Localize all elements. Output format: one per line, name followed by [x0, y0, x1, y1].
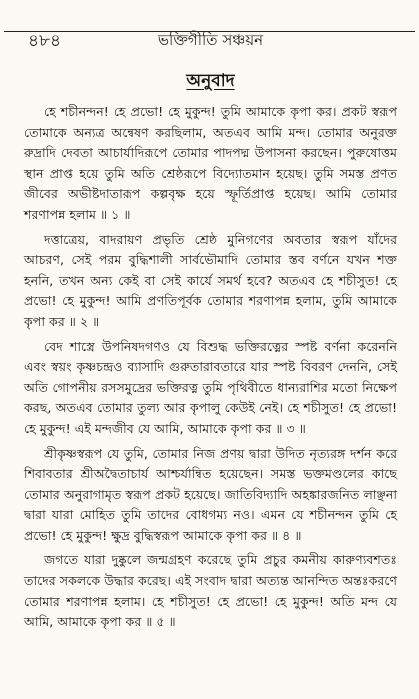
section-heading [24, 68, 397, 96]
paragraph-4: শ্রীকৃষ্ণস্বরূপ যে তুমি, তোমার নিজ প্রণয় দ্বারা উদিত নৃত্যরঙ্গ দর্শন করে শিবাবতার শ্রীঅদ্বৈতাচার্য আশ্চর্যান্বিত হয়েছেন। সমস্ত ভক্তমণ্ডলের কাছে তোমার অনুরাগামৃত স্বরূপ প্রকট হয়েছে। জাতিবিদ্যাদি অহঙ্কারজনিত লাঞ্ছনা দ্বারা যারা মোহিত তুমি তাদের বোধগম্য নও। এমন যে শচীনন্দন তুমি হে প্রভো! হে মুকুন্দ! ক্ষুদ্র বুদ্ধিস্বরূপ আমাকে কৃপা কর ॥ ৪ ॥ [24, 445, 397, 543]
header-rule [4, 31, 415, 32]
page-number: ৪৮৪ [28, 31, 62, 51]
translation-body [24, 102, 397, 633]
running-head: ভক্তিগীতি সঞ্চয়ন [157, 31, 264, 49]
paragraph-2: দত্তাত্রেয়, বাদরায়ণ প্রভৃতি শ্রেষ্ঠ মুনিগণের অবতার স্বরূপ যাঁদের আচরণ, সেই পরম বুদ্ধিশালী সার্বভৌমাদি তোমার স্তব বর্ণনে যখন শক্ত হননি, তখন অন্য কেই বা সেই কার্যে সমর্থ হবে? অতএব হে শচীসুত! হে প্রভো! হে মুকুন্দ! আমি প্রণতিপূর্বক তোমার শরণাপন্ন হলাম, তুমি আমাকে কৃপা কর ॥ ২ ॥ [24, 231, 397, 329]
paragraph-3: বেদ শাস্ত্রে উপনিষদগণও যে বিশুদ্ধ ভক্তিরত্নের স্পষ্ট বর্ণনা করেননি এবং স্বয়ং কৃষ্ণচন্দ্রও ব্যাসাদি গুরুতারাবতারে যার স্পষ্ট বিবরণ দেননি, সেই অতি গোপনীয় রসসমুদ্রের ভক্তিরত্ন তুমি পৃথিবীতে ধান্যরাশির মতো নিক্ষেপ করছ, অতএব তোমার তুল্য আর কৃপালু কেউই নেই। হে শচীসুত! হে প্রভো! হে মুকুন্দ! এই মন্দজীব যে আমি, আমাকে কৃপা কর ॥ ৩ ॥ [24, 338, 397, 436]
paragraph-5: জগতে যারা দুষ্কুলে জন্মগ্রহণ করেছে তুমি প্রচুর কমনীয় কারুণ্যবশতঃ তাদের সকলকে উদ্ধার করেছ। এই সংবাদ দ্বারা অত্যন্ত আনন্দিত অন্তঃকরণে তোমার শরণাপন্ন হলাম। হে শচীসুত! হে প্রভো! হে মুকুন্দ! অতি মন্দ যে আমি, আমাকে কৃপা কর ॥ ৫ ॥ [24, 552, 397, 630]
section-heading-text: অনুবাদ [186, 71, 235, 91]
paragraph-1: হে শচীনন্দন! হে প্রভো! হে মুকুন্দ! তুমি আমাকে কৃপা কর। প্রকট স্বরূপ তোমাকে অন্যত্র অন্বেষণ করছিলাম, অতএব আমি মন্দ। তোমার অনুরক্ত রুদ্রাদি দেবতা আচার্যাদিরূপে তোমার পাদপদ্ম উপাসনা করছেন। পুরুষোত্তম স্থান প্রাপ্ত হয়ে তুমি অতি শ্রেষ্ঠরূপে বিদ্যোতমান হয়েছ। তুমি সমস্ত প্রণত জীবের অভীষ্টদাতারূপ কল্পবৃক্ষ হয়ে স্ফূর্তিপ্রাপ্ত হয়েছ। আমি তোমার শরণাপন্ন হলাম ॥ ১ ॥ [24, 104, 397, 222]
